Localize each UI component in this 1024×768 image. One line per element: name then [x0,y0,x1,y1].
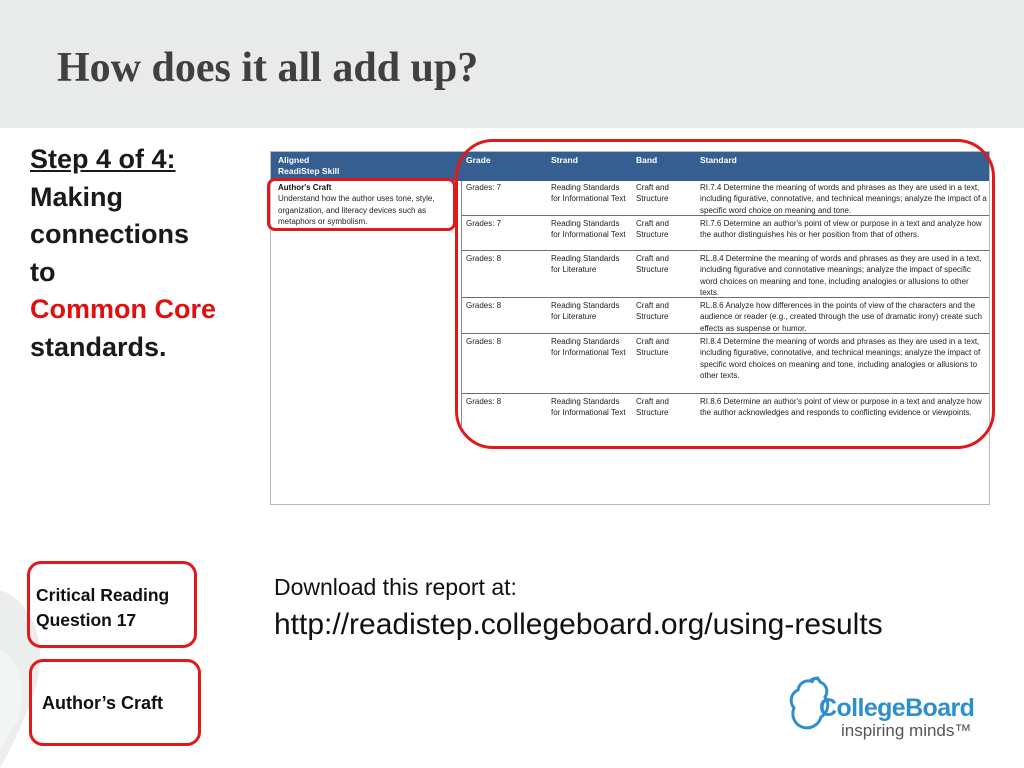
step-description [30,141,262,366]
row-1-strand: Reading Standards for Informational Text [551,183,626,204]
authors-craft-label: Author’s Craft [42,693,163,713]
header-readistep-skill-label: ReadiStep Skill [278,165,340,176]
row-1-band: Craft and Structure [636,183,669,204]
row-4-standard: RL.8.6 Analyze how differences in the points of view of the characters and the audience or reader (e.g., created through the use of dramatic irony) create such effects as suspense or humor. [700,301,982,333]
step-line-standards: standards. [30,331,167,362]
row-6-band: Craft and Structure [636,397,669,418]
skill-description: Understand how the author uses tone, style, organization, and literacy devices such as metaphors or symbolism. [278,194,435,226]
row-4-grade: Grades: 8 [466,301,502,310]
row-5-band: Craft and Structure [636,337,669,358]
row-6-standard: RI.8.6 Determine an author's point of view or purpose in a text and analyze how the author acknowledges and responds to conflicting evidence or viewpoints. [700,397,982,418]
logo-name: CollegeBoard [819,694,975,722]
row-6-grade: Grades: 8 [466,397,502,406]
row-5-standard: RI.8.4 Determine the meaning of words and phrases as they are used in a text, including figurative, connotative, and technical meanings; analyze the impact of specific word choices on meaning and tone, including analogies or allusions to other texts. [700,337,981,380]
step-line-to: to [30,256,56,287]
download-label: Download this report at: [274,574,517,600]
question-number-label: Question 17 [36,610,137,630]
row-3-grade: Grades: 8 [466,254,502,263]
row-3-strand: Reading Standards for Literature [551,254,620,275]
row-2-standard: RI.7.6 Determine an author's point of view or purpose in a text and analyze how the author distinguishes his or her position from that of others. [700,219,982,240]
header-grade: Grade [466,155,491,165]
critical-reading-label: Critical Reading [36,585,170,605]
skill-highlight-box [267,178,456,231]
skill-title: Author's Craft [278,183,332,192]
row-2-grade: Grades: 7 [466,219,502,228]
header-standard: Standard [700,155,737,165]
header-strand: Strand [551,155,578,165]
standards-highlight-box [455,139,995,449]
logo-tagline: inspiring minds™ [841,721,972,740]
authors-craft-callout [29,659,201,746]
critical-reading-callout [27,561,197,648]
common-core-highlight: Common Core [30,294,217,324]
row-3-standard: RL.8.4 Determine the meaning of words and phrases as they are used in a text, including figurative and connotative meanings; analyze the impact of specific word choices on meaning and tone, including analogies or allusions to other texts. [700,254,982,297]
row-6-strand: Reading Standards for Informational Text [551,397,626,418]
row-4-strand: Reading Standards for Literature [551,301,620,322]
row-1-standard: RI.7.4 Determine the meaning of words and phrases as they are used in a text, including figurative, connotative, and technical meanings; analyze the impact of a specific word choice on meaning and tone. [700,183,987,215]
row-1-grade: Grades: 7 [466,183,502,192]
row-5-grade: Grades: 8 [466,337,502,346]
row-3-band: Craft and Structure [636,254,669,275]
header-aligned-skill [278,155,339,176]
slide-title: How does it all add up? [57,45,479,91]
step-line-making: Making [30,181,124,212]
row-4-band: Craft and Structure [636,301,669,322]
row-2-strand: Reading Standards for Informational Text [551,219,626,240]
header-aligned-label: Aligned [278,155,310,165]
collegeboard-logo [788,675,988,747]
download-link[interactable]: http://readistep.collegeboard.org/using-results [274,608,883,641]
row-2-band: Craft and Structure [636,219,669,240]
step-label: Step 4 of 4: [30,144,176,174]
step-line-connections: connections [30,219,190,249]
row-5-strand: Reading Standards for Informational Text [551,337,626,358]
header-band: Band [636,155,658,165]
